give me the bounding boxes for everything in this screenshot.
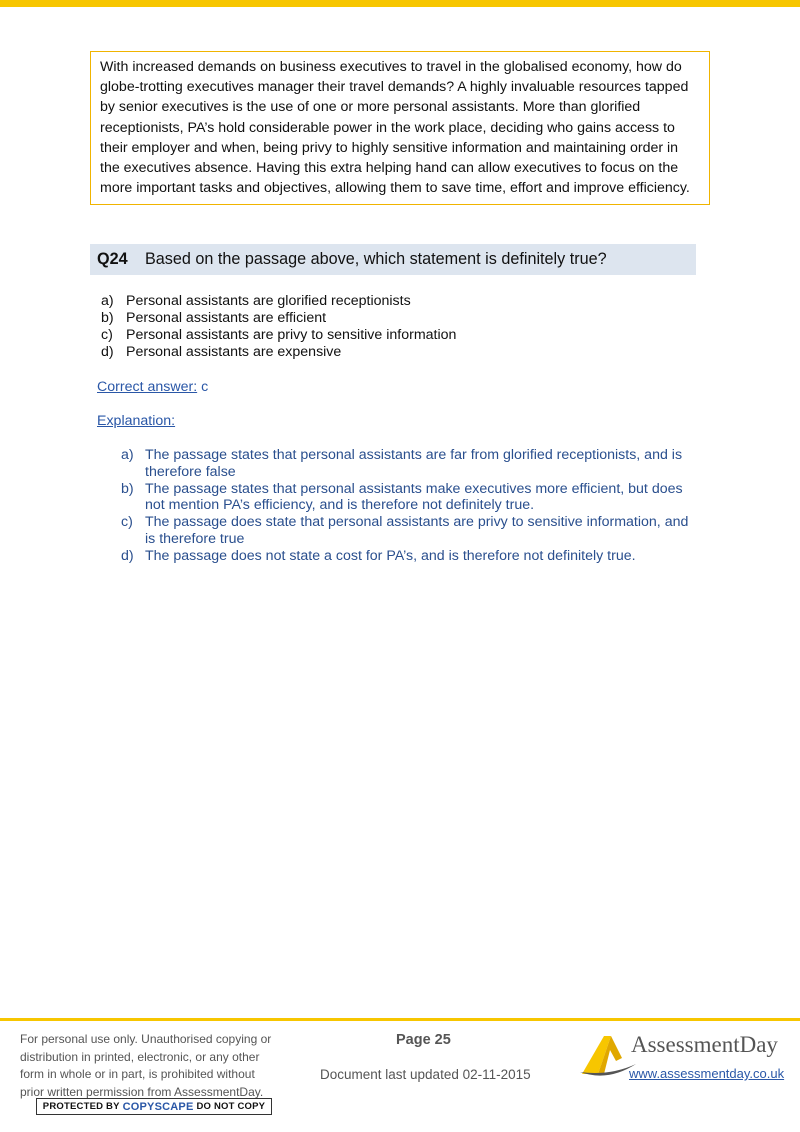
explanation-letter: c) <box>121 514 133 531</box>
footer-divider <box>0 1018 800 1021</box>
explanation-text: The passage does state that personal assistants are privy to sensitive information, and is therefore true <box>145 514 689 547</box>
option-text: Personal assistants are glorified receptionists <box>126 293 411 309</box>
explanation-letter: b) <box>121 480 134 497</box>
copyscape-prefix: PROTECTED BY <box>42 1101 120 1112</box>
answer-options <box>101 293 456 361</box>
explanation-item-b <box>121 481 701 515</box>
correct-answer-label: Correct answer: <box>97 379 198 395</box>
brand-name: AssessmentDay <box>631 1032 778 1057</box>
explanation-text: The passage states that personal assistants make executives more efficient, but does not mention PA’s efficiency, and is therefore not definitely true. <box>145 480 683 514</box>
explanation-letter: a) <box>121 447 134 463</box>
correct-answer-value: c <box>201 379 209 395</box>
option-letter: c) <box>101 327 113 343</box>
passage-text: With increased demands on business executives to travel in the globalised economy, how do globe-trotting executives manager their travel demands? A highly invaluable resources tapped by senior executives is the use of one or more personal assistants. More than glorified receptionists, PA’s hold considerable power in the work place, deciding who gains access to their employer and when, being privy to highly sensitive information and maintaining order in the executives absence. Having this extra helping hand can allow executives to focus on the more important tasks and objectives, allowing them to save time, effort and improve efficiency. <box>100 59 690 197</box>
explanation-text: The passage does not state a cost for PA’s, and is therefore not definitely true. <box>145 547 636 564</box>
copyscape-brand: COPYSCAPE <box>122 1100 194 1113</box>
page-number: Page 25 <box>396 1032 451 1048</box>
option-text: Personal assistants are efficient <box>126 310 327 326</box>
correct-answer <box>97 379 208 395</box>
brand-url-link[interactable]: www.assessmentday.co.uk <box>629 1066 785 1081</box>
legal-notice <box>20 1031 285 1101</box>
explanation-list <box>121 447 701 565</box>
explanation-letter: d) <box>121 547 134 564</box>
last-updated: Document last updated 02-11-2015 <box>320 1067 531 1082</box>
explanation-text: The passage states that personal assistants are far from glorified receptionists, and is therefore false <box>145 447 683 480</box>
question-text: Based on the passage above, which statement is definitely true? <box>145 250 607 268</box>
legal-line: distribution in printed, electronic, or any other <box>20 1049 260 1064</box>
option-c <box>101 327 456 344</box>
option-b <box>101 310 456 327</box>
explanation-item-a <box>121 447 701 481</box>
copyscape-suffix: DO NOT COPY <box>196 1101 266 1112</box>
option-letter: a) <box>101 293 114 309</box>
top-accent-bar <box>0 0 800 7</box>
option-letter: d) <box>101 344 114 360</box>
option-d <box>101 344 456 361</box>
option-text: Personal assistants are expensive <box>126 344 342 360</box>
option-letter: b) <box>101 310 114 326</box>
legal-line: prior written permission from AssessmentDay. <box>20 1084 264 1099</box>
explanation-heading <box>97 413 175 429</box>
explanation-item-c <box>121 514 701 548</box>
legal-line: form in whole or in part, is prohibited without <box>20 1067 255 1081</box>
option-a <box>101 293 456 310</box>
explanation-item-d <box>121 548 701 565</box>
copyscape-badge[interactable] <box>36 1098 272 1115</box>
question-header <box>90 244 696 275</box>
legal-line: For personal use only. Unauthorised copying or <box>20 1032 272 1046</box>
option-text: Personal assistants are privy to sensitive information <box>126 327 457 343</box>
explanation-label: Explanation: <box>97 413 176 429</box>
passage-box <box>90 51 710 205</box>
question-number: Q24 <box>97 250 128 268</box>
